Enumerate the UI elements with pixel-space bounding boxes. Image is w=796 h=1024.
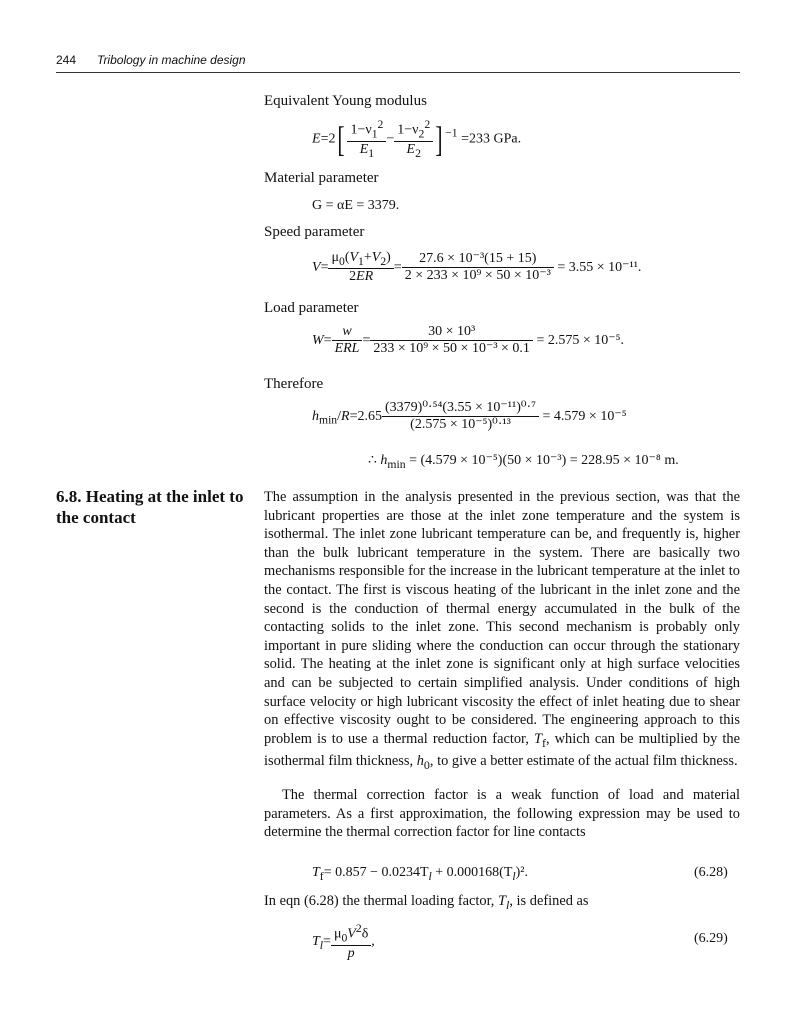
label-speed-parameter: Speed parameter <box>264 224 365 240</box>
label-young-modulus: Equivalent Young modulus <box>264 93 427 109</box>
equation-6-28: $T_f= 0.857 - 0.0234T_l + 0.000168(T_l)^2$. <box>312 865 528 883</box>
equation-young-modulus: E=2[ $\frac{1-\nu_1^2}{E_1}$ − $\frac{1-\nu_2^2}{E_2}$ ] $^{-1}$ =233 GPa. <box>312 118 522 160</box>
hmin-denominator: (2.575 × 10⁻⁵)⁰·¹³ <box>382 416 539 433</box>
body-paragraph-1: The assumption in the analysis presented in the previous section, was that the lubricant properties are those at the inlet zone temperature and the system is isothermal. The inlet zone lubricant temperature can be, and frequently is, higher than the bulk lubricant temperature in the system. There are basically two mechanisms responsible for the increase in the lubricant temperature at the inlet to the contact. The first is viscous heating of the lubricant in the inlet zone and the second is the conduction of thermal energy accumulated in the bulk of the contacting solids to the inlet zone. This second mechanism is probably only important in pure sliding where the conduction can occur through the stationary solid. The heating at the inlet zone is significant only at high surface velocities and can be subjected to certain simplified analysis. Under conditions of high surface velocity or high lubricant viscosity the effect of inlet heating due to shear on effective viscosity ought to be considered. The engineering approach to this problem is to use a thermal reduction factor, $T_f$, which can be multiplied by the isothermal film thickness, $h_0$, to give a better estimate of the actual film thickness. <box>264 489 740 773</box>
label-therefore: Therefore <box>264 376 324 392</box>
equation-hmin-ratio: $h_{min}/R=2.65$ $\frac{\text{(3379)⁰·⁵⁴(3.55 × 10⁻¹¹)⁰·⁷}}{\text{(2.575 × 10⁻⁵)⁰·¹³}}$ = 4.579 × 10⁻⁵ <box>312 400 627 433</box>
speed-denominator: 2 × 233 × 10⁹ × 50 × 10⁻³ <box>402 267 554 284</box>
section-number: 6.8. <box>56 487 82 506</box>
equation-material-parameter: G = αE = 3379. <box>312 198 400 213</box>
load-result: = 2.575 × 10⁻⁵. <box>536 332 624 348</box>
running-header-title: Tribology in machine design <box>97 53 246 67</box>
hmin-final-value: = (4.579 × 10⁻⁵)(50 × 10⁻³) = 228.95 × 10⁻⁸ m. <box>409 453 679 468</box>
label-material-parameter: Material parameter <box>264 170 379 186</box>
section-heading <box>56 486 256 528</box>
label-load-parameter: Load parameter <box>264 300 359 316</box>
equation-number-6-28: (6.28) <box>694 865 728 880</box>
load-denominator: 233 × 10⁹ × 50 × 10⁻³ × 0.1 <box>370 340 533 357</box>
body-paragraph-2: The thermal correction factor is a weak function of load and material parameters. As a first approximation, the following expression may be used to determine the thermal correction factor for line contacts <box>264 787 740 841</box>
equation-6-29: $T_l=$ $\frac{\mu_0V^2\delta}{p}$ , <box>312 922 375 961</box>
equation-hmin-final: ∴ $h_{min} = (4.579 \times 10^{-5})(50 \times 10^{-3}) = 228.95 \times 10^{-8}$ m. <box>368 453 679 471</box>
hmin-numerator: (3379)⁰·⁵⁴(3.55 × 10⁻¹¹)⁰·⁷ <box>385 400 537 415</box>
speed-result: = 3.55 × 10⁻¹¹. <box>557 259 642 275</box>
section-title: Heating at the inlet to the contact <box>56 487 244 527</box>
thermal-loading-sentence: In eqn (6.28) the thermal loading factor, $T_l$, is defined as <box>264 893 589 912</box>
speed-numerator: 27.6 × 10⁻³(15 + 15) <box>419 251 537 267</box>
page-number: 244 <box>56 53 77 67</box>
equation-load-parameter: W= $\frac{w}{\text{ERL}}$ = $\frac{\text{30 × 10³}}{\text{233 × 10⁹ × 50 × 10⁻³ × 0.1}}$ = 2.575 × 10⁻⁵. <box>312 324 624 357</box>
hmin-ratio-result: = 4.579 × 10⁻⁵ <box>542 408 627 424</box>
header-rule <box>56 72 740 73</box>
load-numerator: 30 × 10³ <box>428 324 476 339</box>
equation-speed-parameter: V= $\frac{\mu_0(V_1+V_2)}{2ER}$ = $\frac{\text{27.6 × 10⁻³(15 + 15)}}{\text{2 × 233 × 10⁹ × 50 × 10⁻³}}$ = 3.55 × 10⁻¹¹. <box>312 250 642 285</box>
equation-number-6-29: (6.29) <box>694 931 728 946</box>
young-result: =233 GPa. <box>461 131 522 147</box>
